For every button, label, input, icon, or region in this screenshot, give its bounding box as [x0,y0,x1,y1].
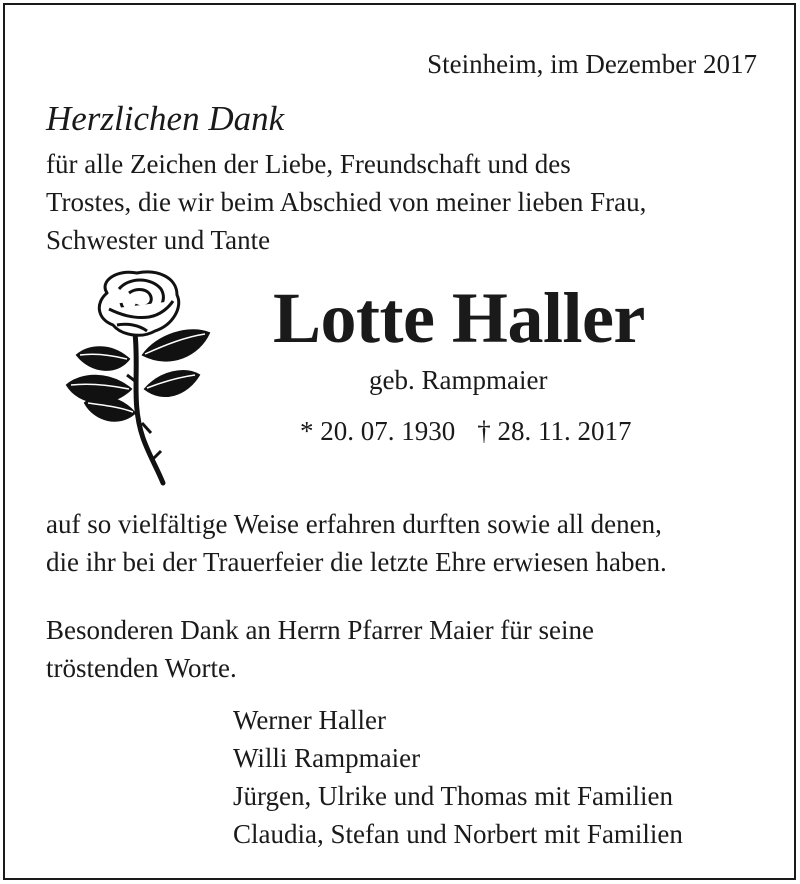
signatory: Willi Rampmaier [233,743,421,773]
paragraph-line: Besonderen Dank an Herrn Pfarrer Maier für seine [46,615,595,645]
life-dates [300,416,632,447]
signatory: Werner Haller [233,705,386,735]
signatories [233,701,683,853]
paragraph-thanks [46,505,667,581]
heading: Herzlichen Dank [46,99,285,138]
obituary-notice [3,3,796,880]
intro-line: für alle Zeichen der Liebe, Freundschaft und des [46,149,571,179]
paragraph-pastor-thanks [46,611,594,687]
birth-date: * 20. 07. 1930 [300,416,456,446]
maiden-name: geb. Rampmaier [369,365,548,395]
place-date: Steinheim, im Dezember 2017 [427,49,757,79]
intro-text [46,145,766,259]
paragraph-line: auf so vielfältige Weise erfahren durften sowie all denen, [46,509,662,539]
death-date: † 28. 11. 2017 [477,416,632,446]
signatory: Claudia, Stefan und Norbert mit Familien [233,819,683,849]
rose-icon [65,263,215,493]
deceased-name: Lotte Haller [273,278,645,358]
intro-line: Schwester und Tante [46,225,271,255]
intro-line: Trostes, die wir beim Abschied von meiner lieben Frau, [46,187,647,217]
paragraph-line: tröstenden Worte. [46,653,237,683]
signatory: Jürgen, Ulrike und Thomas mit Familien [233,781,673,811]
paragraph-line: die ihr bei der Trauerfeier die letzte Ehre erwiesen haben. [46,547,667,577]
